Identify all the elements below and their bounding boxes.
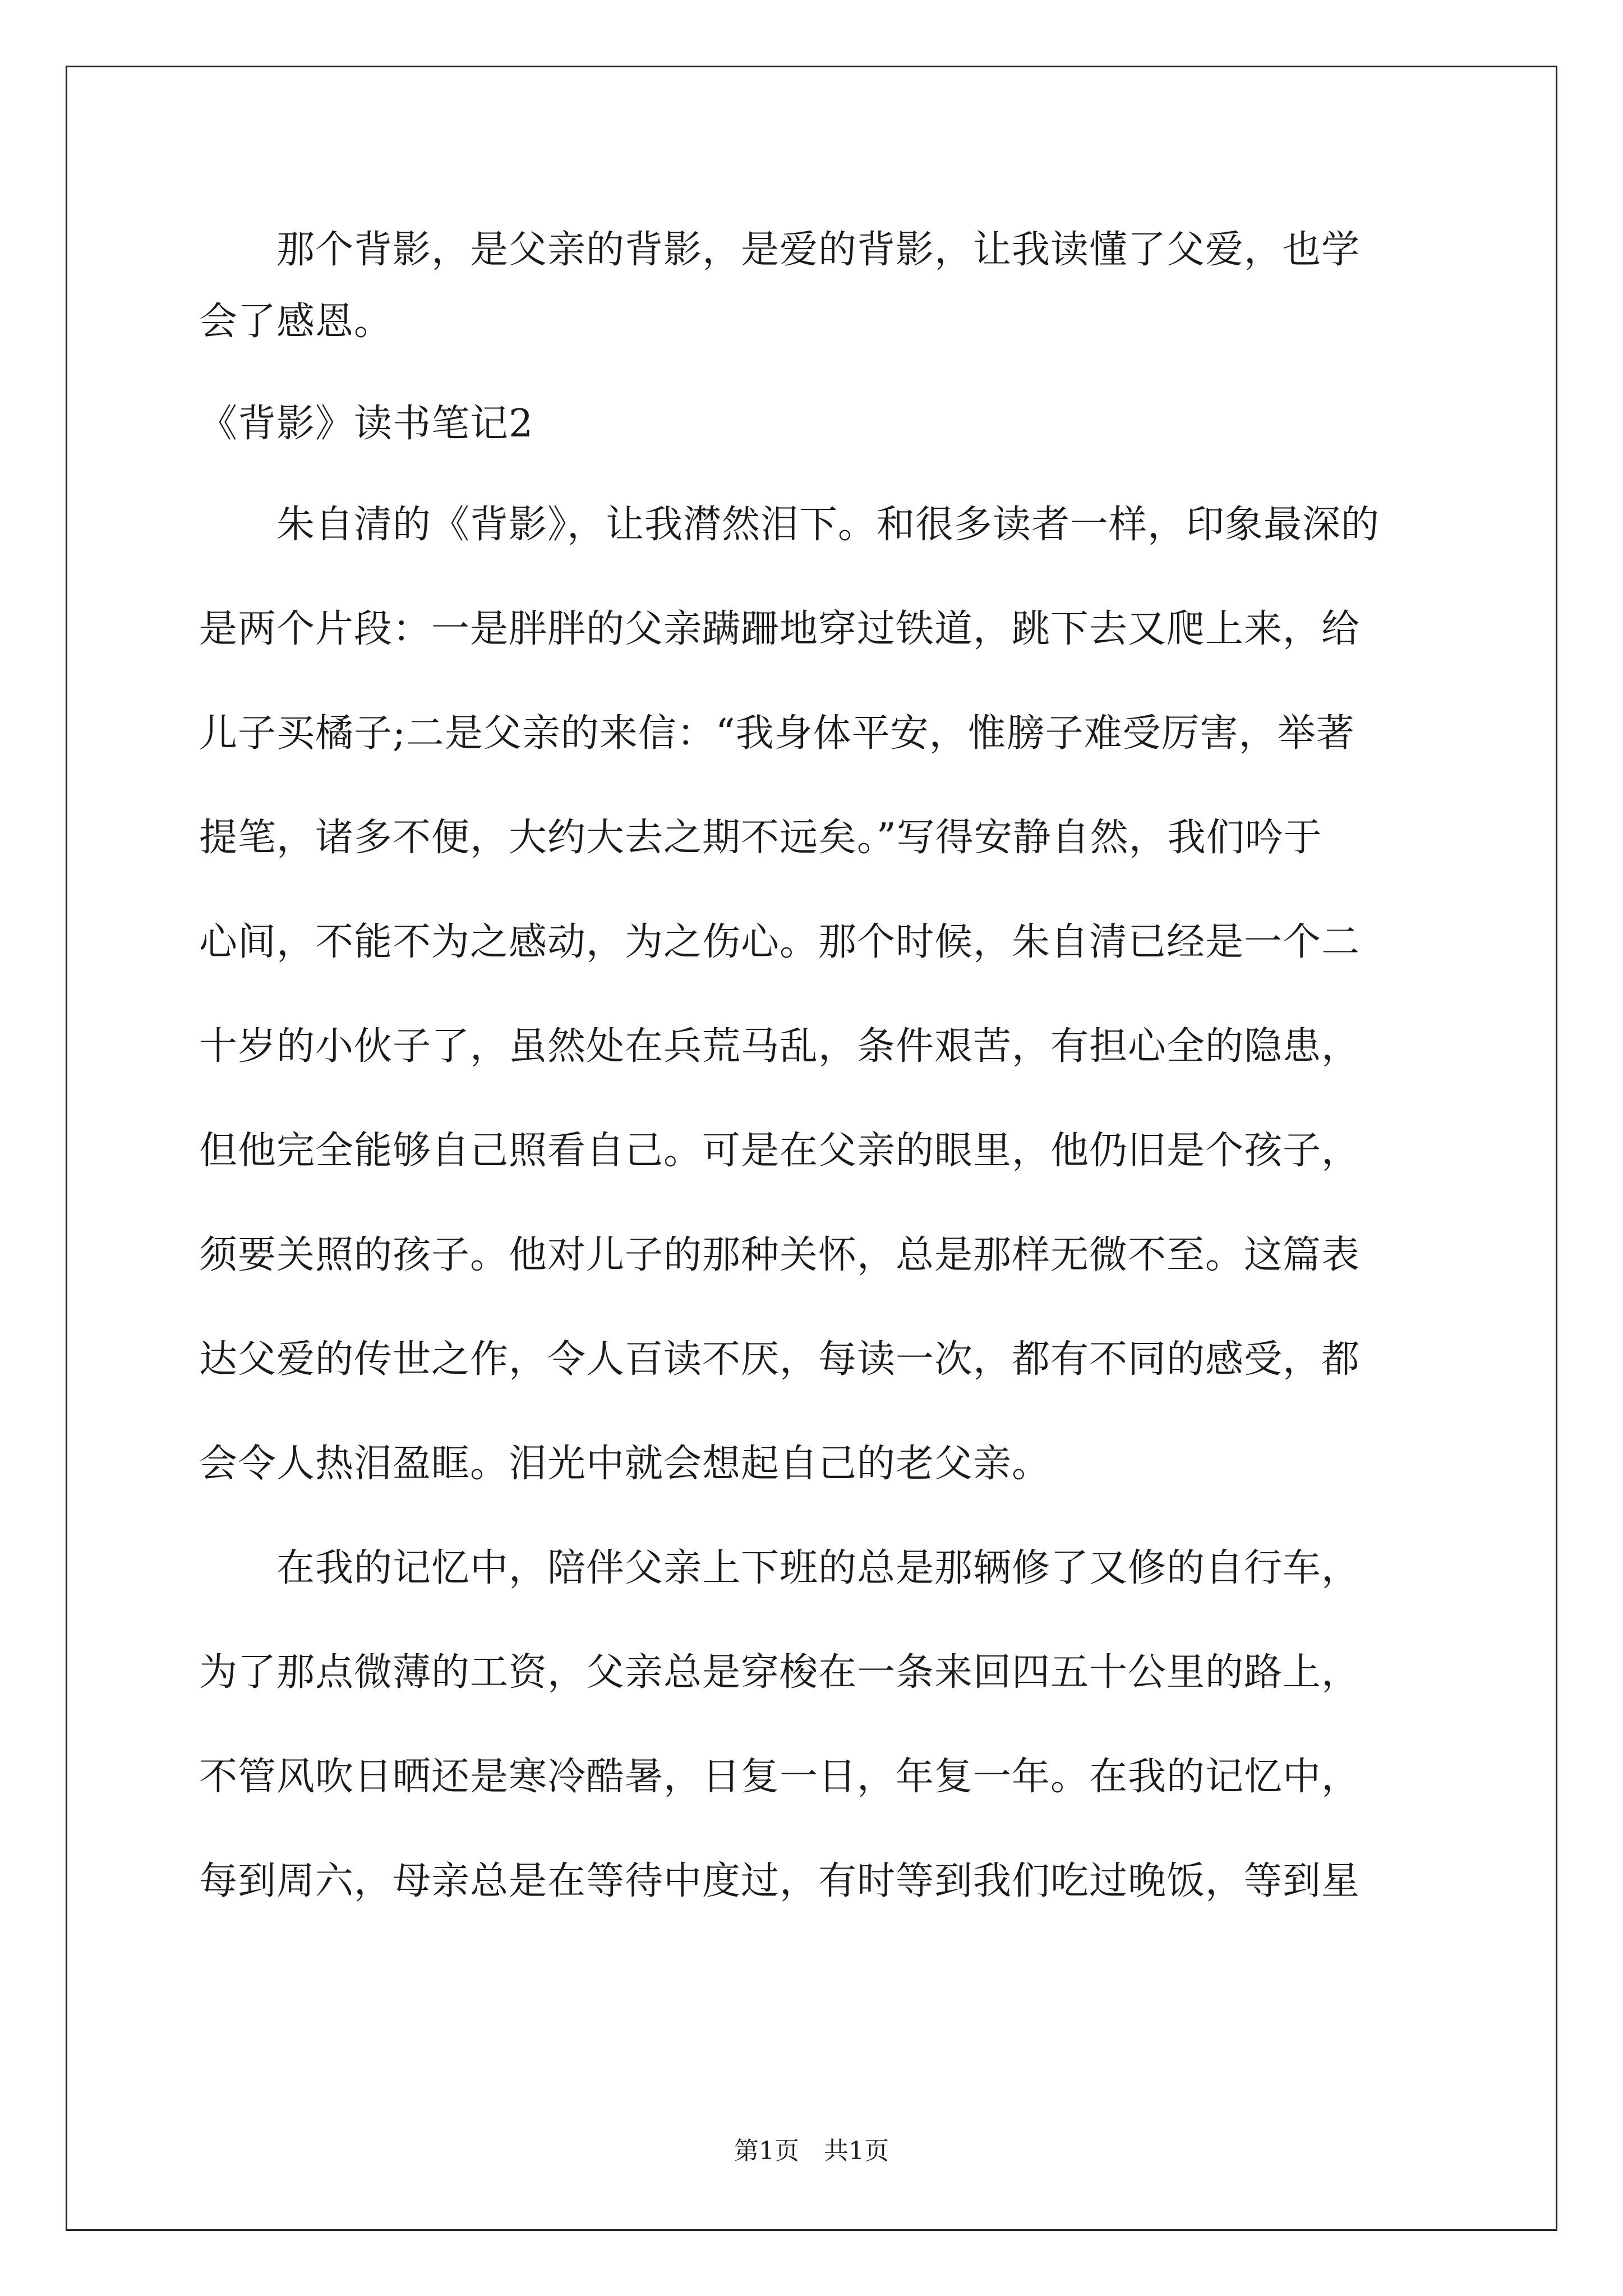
paragraph-1-line-2: 会了感恩。 xyxy=(199,300,393,344)
paragraph-3-line-4: 每到周六，母亲总是在等待中度过，有时等到我们吃过晚饭，等到星 xyxy=(199,1859,1361,1903)
paragraph-2-line-10: 会令人热泪盈眶。泪光中就会想起自己的老父亲。 xyxy=(199,1442,1051,1486)
paragraph-2-line-5: 心间，不能不为之感动，为之伤心。那个时候，朱自清已经是一个二 xyxy=(199,920,1361,964)
paragraph-2-line-3: 儿子买橘子;二是父亲的来信：“我身体平安，惟膀子难受厉害，举著 xyxy=(199,711,1355,756)
paragraph-3-line-2: 为了那点微薄的工资，父亲总是穿梭在一条来回四五十公里的路上， xyxy=(199,1650,1361,1695)
paragraph-2-line-8: 须要关照的孩子。他对儿子的那种关怀，总是那样无微不至。这篇表 xyxy=(199,1233,1361,1277)
paragraph-1-line-1: 那个背影，是父亲的背影，是爱的背影，让我读懂了父爱，也学 xyxy=(199,228,1361,272)
paragraph-2-line-4: 提笔，诸多不便，大约大去之期不远矣。”写得安静自然，我们吟于 xyxy=(199,816,1322,860)
paragraph-3-line-3: 不管风吹日晒还是寒冷酷暑，日复一日，年复一年。在我的记忆中， xyxy=(199,1755,1361,1799)
paragraph-2-line-6: 十岁的小伙子了，虽然处在兵荒马乱，条件艰苦，有担心全的隐患， xyxy=(199,1024,1361,1069)
page-number-footer: 第1页 共1页 xyxy=(734,2137,889,2165)
paragraph-2-line-2: 是两个片段：一是胖胖的父亲蹒跚地穿过铁道，跳下去又爬上来，给 xyxy=(199,607,1361,651)
paragraph-2-line-7: 但他完全能够自己照看自己。可是在父亲的眼里，他仍旧是个孩子， xyxy=(199,1129,1361,1173)
paragraph-2-line-1: 朱自清的《背影》，让我潸然泪下。和很多读者一样，印象最深的 xyxy=(199,503,1380,547)
section-heading: 《背影》读书笔记2 xyxy=(199,402,534,446)
paragraph-3-line-1: 在我的记忆中，陪伴父亲上下班的总是那辆修了又修的自行车， xyxy=(199,1546,1361,1590)
paragraph-2-line-9: 达父爱的传世之作，令人百读不厌，每读一次，都有不同的感受，都 xyxy=(199,1337,1361,1382)
